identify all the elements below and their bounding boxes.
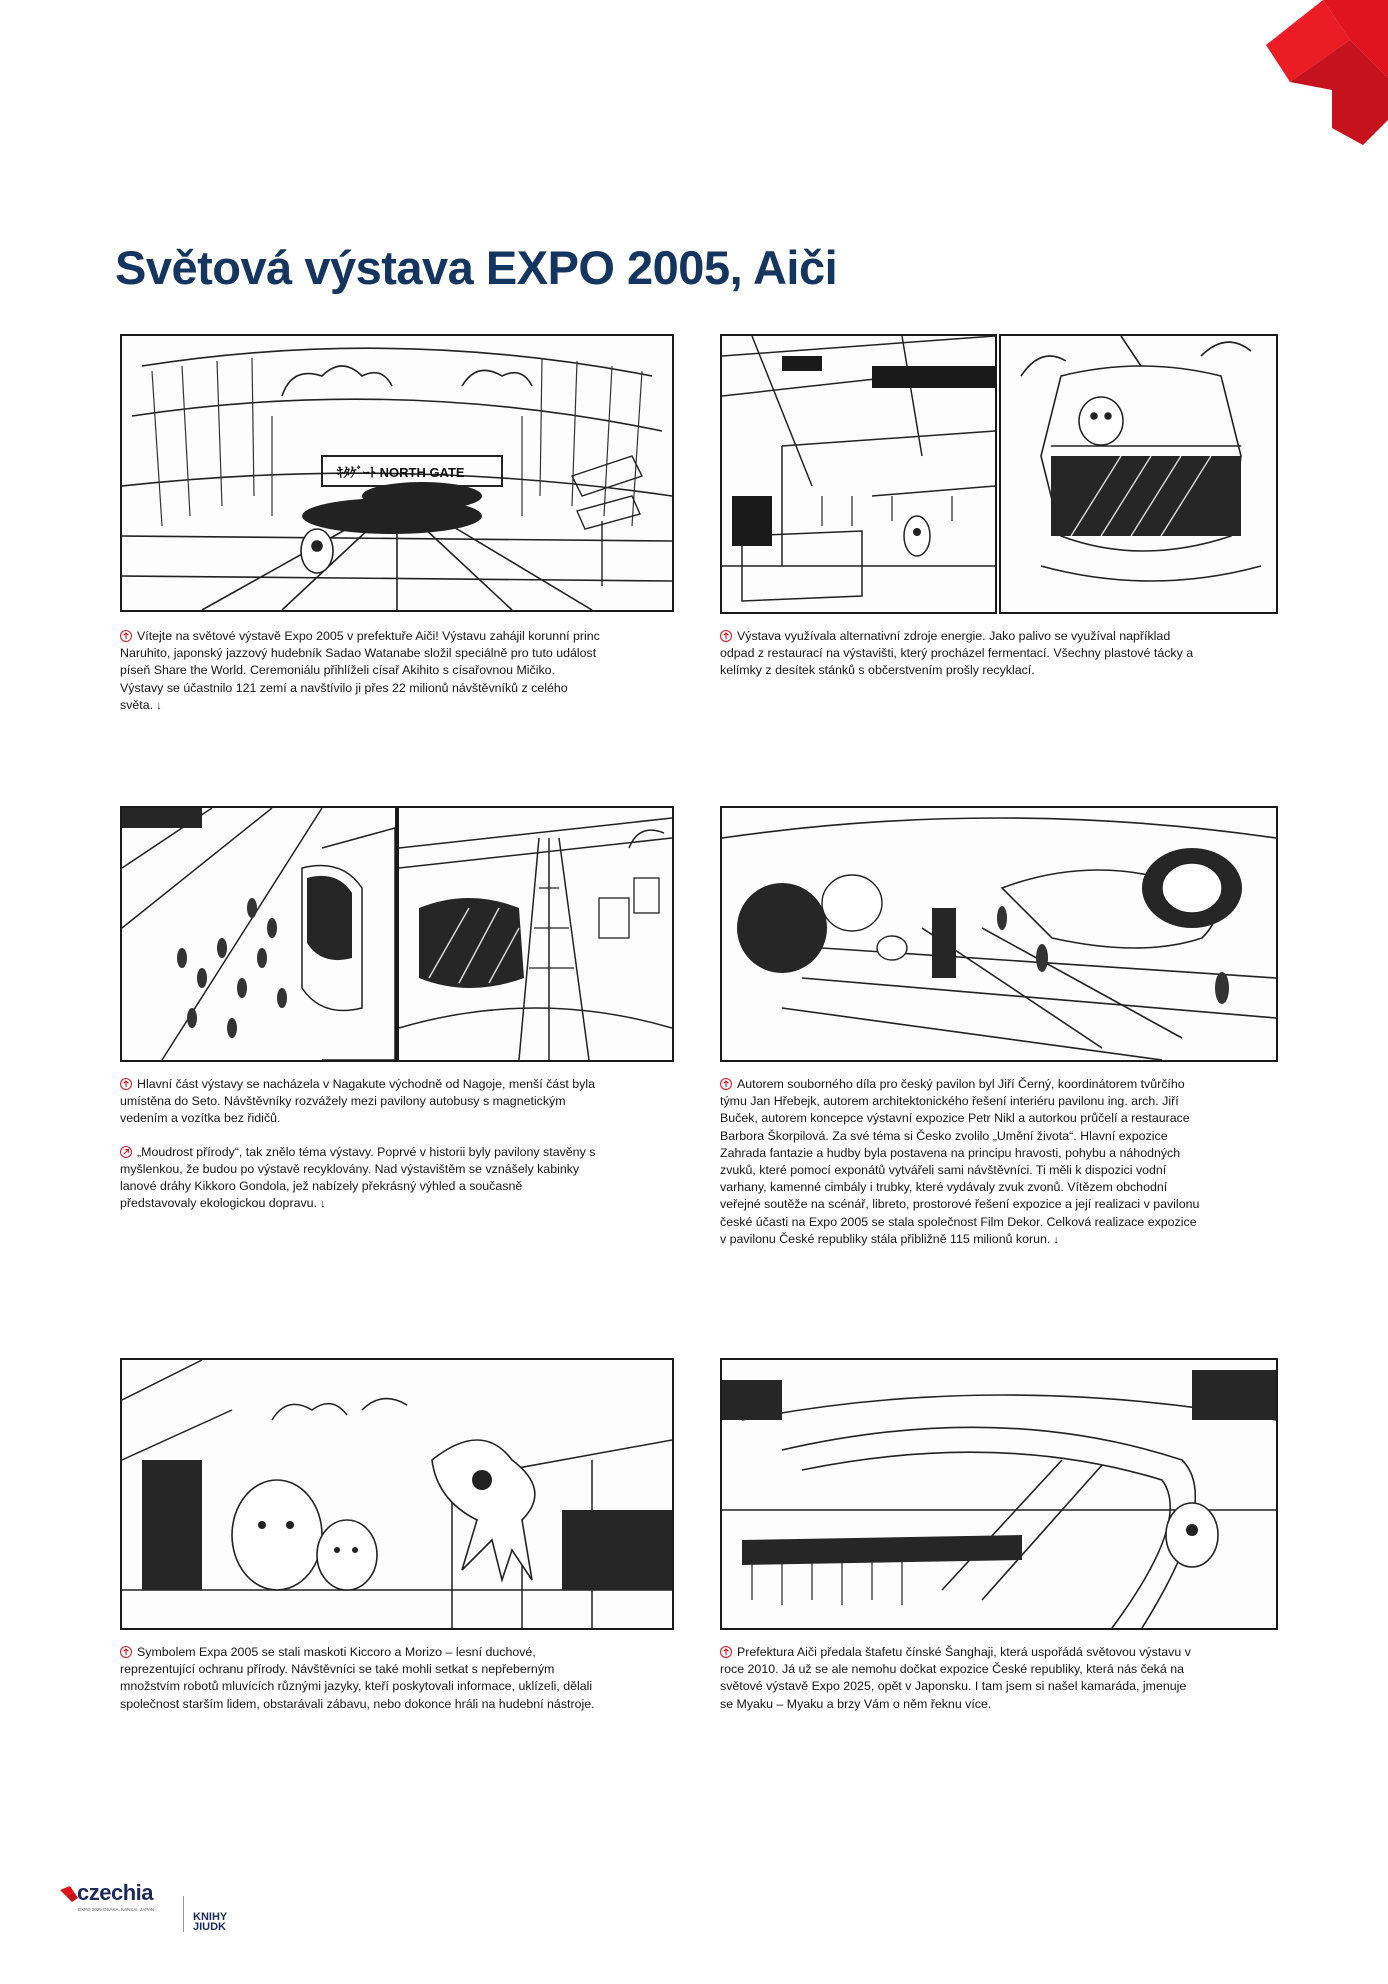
czechia-mark-icon — [60, 1886, 78, 1902]
czechia-wordmark: czechia — [77, 1880, 153, 1905]
caption-opening — [120, 628, 600, 715]
partner-logo-line: KNIHY — [193, 1911, 228, 1923]
arrow-down-icon: ↓ — [1053, 1233, 1059, 1246]
illustration-crowd-transport — [120, 806, 397, 1062]
north-gate-sign: ｷﾀｹﾞｰﾄ NORTH GATE — [337, 465, 465, 480]
caption-paragraph: Prefektura Aiči předala štafetu čínské Šanghaji, která uspořádá světovou výstavu v roce 2010. Já už se ale nemohu dočkat expozice České republiky, která nás čeká na světové výstavě Expo 2025, opět v Japonsku. I tam jsem si našel kamaráda, jmenuje se Myaku – Myaku a brzy Vám o něm řeknu více. — [720, 1645, 1191, 1711]
illustration-gondola-cabin — [999, 334, 1278, 614]
arrow-up-icon — [720, 1078, 732, 1090]
caption-paragraph: Symbolem Expa 2005 se stali maskoti Kiccoro a Morizo – lesní duchové, reprezentující ochranu přírody. Návštěvníci se také mohli setkat s nepřeberným množstvím robotů mluvících různými jazyky, kteří poskytovali informace, uklízeli, dělali společnost starším lidem, obstarávali zábavu, nebo dokonce hráli na hudební nástroje. — [120, 1645, 595, 1711]
caption-czech-pavilion — [720, 1076, 1200, 1249]
arrow-up-icon — [120, 630, 132, 642]
illustration-north-gate — [120, 334, 674, 612]
partner-logo — [193, 1912, 227, 1932]
illustration-gondola-line — [397, 806, 674, 1062]
caption-next-expo — [720, 1644, 1200, 1713]
illustration-mascots — [120, 1358, 674, 1630]
caption-mascots — [120, 1644, 600, 1713]
corner-brand-shape — [1228, 0, 1388, 145]
arrow-up-icon — [720, 630, 732, 642]
czechia-tagline: EXPO 2025 OSAKA, KANSAI, JAPAN — [78, 1907, 155, 1912]
arrow-upright-icon — [120, 1146, 132, 1158]
page-title: Světová výstava EXPO 2005, Aiči — [115, 241, 838, 294]
caption-location-theme — [120, 1076, 600, 1213]
caption-paragraph: Hlavní část výstavy se nacházela v Nagakute východně od Nagoje, menší část byla umístěna do Seto. Návštěvníky rozvážely mezi pavilony autobusy s magnetickým vedením a vozítka bez řidičů. — [120, 1077, 596, 1126]
partner-logo-line: JIUDK — [193, 1921, 227, 1933]
caption-energy — [720, 628, 1200, 680]
arrow-up-icon — [720, 1646, 732, 1658]
caption-paragraph: Autorem souborného díla pro český pavilon byl Jiří Černý, koordinátorem tvůrčího týmu Jan Hřebejk, autorem architektonického řešení interiéru pavilonu ing. arch. Jiří Buček, autorem koncepce výstavní expozice Petr Nikl a autorkou průčelí a restaurace Barbora Škorpilová. Za své téma si Česko zvolilo „Umění života“. Hlavní expozice Zahrada fantazie a hudby byla postavena na principu hravosti, pohybu a náhodných zvuků, které pomocí exponátů vytvářeli sami návštěvníci. Ti měli k dispozici vodní varhany, kamenné cimbály i trubky, které vydávaly zvuk zvonů. Vítězem obchodní veřejné soutěže na scénář, libreto, prostorové řešení expozice a její realizaci v pavilonu české účasti na Expo 2005 se stala společnost Film Dekor. Celková realizace expozice v pavilonu České republiky stála přibližně 115 milionů korun. ↓ — [720, 1076, 1200, 1249]
footer-divider — [183, 1896, 184, 1932]
illustration-czech-pavilion — [720, 806, 1278, 1062]
arrow-up-icon — [120, 1646, 132, 1658]
caption-paragraph: Vítejte na světové výstavě Expo 2005 v prefektuře Aiči! Výstavu zahájil korunní princ Naruhito, japonský jazzový hudebník Sadao Watanabe složil speciálně pro tuto událost píseň Share the World. Ceremoniálu přihlíželi císař Akihito s císařovnou Mičiko. Výstavy se účastnilo 121 zemí a navštívilo ji přes 22 milionů návštěvníků z celého světa. ↓ — [120, 628, 600, 715]
arrow-down-icon: ↓ — [320, 1198, 326, 1211]
arrow-down-icon: ↓ — [156, 699, 162, 712]
arrow-up-icon — [120, 1078, 132, 1090]
caption-paragraph: „Moudrost přírody“, tak znělo téma výstavy. Poprvé v historii byly pavilony stavěny s myšlenkou, že budou po výstavě recyklovány. Nad výstavištěm se vznášely kabinky lanové dráhy Kikkoro Gondola, jež nabízely překrásný výhled a současně představovaly ekologickou dopravu. ↓ — [120, 1144, 600, 1214]
illustration-expo-overview — [720, 1358, 1278, 1630]
caption-paragraph: Výstava využívala alternativní zdroje energie. Jako palivo se využíval například odpad z restaurací na výstavišti, který procházel fermentací. Všechny plastové tácky a kelímky z desítek stánků s občerstvením prošly recyklací. — [720, 629, 1194, 678]
illustration-restaurant-interior — [720, 334, 997, 614]
